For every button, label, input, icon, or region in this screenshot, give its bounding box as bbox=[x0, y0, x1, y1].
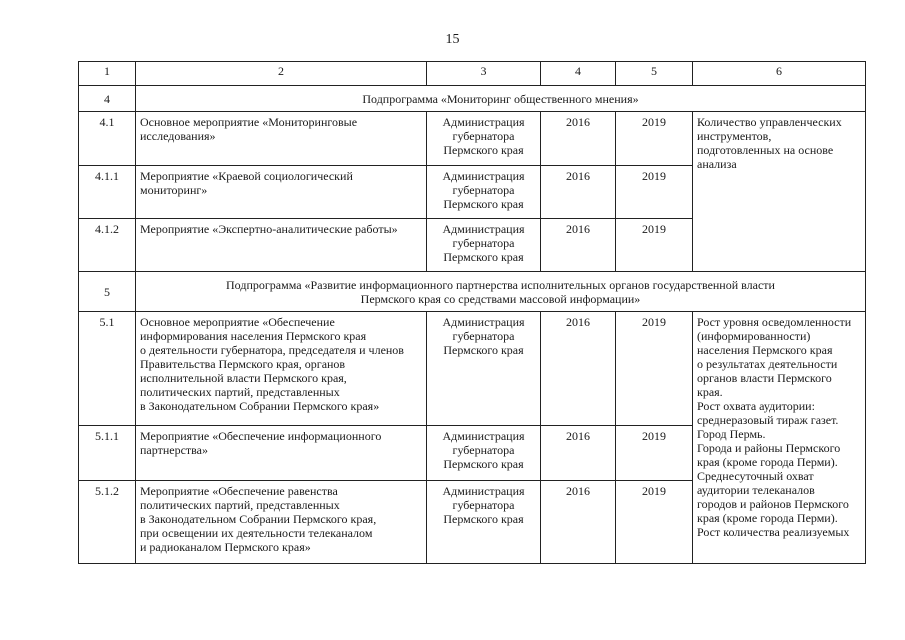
table-row bbox=[79, 112, 866, 166]
row-start-year: 2016 bbox=[541, 166, 616, 219]
row-executor: Администрация губернатора Пермского края bbox=[427, 426, 541, 481]
row-expected-result: Рост уровня осведомленности (информированности) населения Пермского края о результатах деятельности органов власти Пермского края. Рост охвата аудитории: среднеразовый тираж газет. Город Пермь. Города и районы Пермского края (кроме города Перми). Среднесуточный охват аудитории телеканалов городов и районов Пермского края (кроме города Перми). Рост количества реализуемых bbox=[693, 312, 866, 564]
row-start-year: 2016 bbox=[541, 112, 616, 166]
table-row bbox=[79, 312, 866, 426]
row-measure-name: Мероприятие «Обеспечение равенства политических партий, представленных в Законодательном Собрании Пермского края, при освещении их деятельности телеканалом и радиоканалом Пермского края» bbox=[136, 481, 427, 564]
row-end-year: 2019 bbox=[616, 112, 693, 166]
header-row bbox=[79, 62, 866, 86]
subprogram-row bbox=[79, 272, 866, 312]
header-cell-2: 2 bbox=[136, 62, 427, 86]
row-executor: Администрация губернатора Пермского края bbox=[427, 219, 541, 272]
header-cell-5: 5 bbox=[616, 62, 693, 86]
row-code: 5.1 bbox=[79, 312, 136, 426]
subprogram-code: 4 bbox=[79, 86, 136, 112]
subprogram-title: Подпрограмма «Мониторинг общественного мнения» bbox=[136, 86, 866, 112]
row-start-year: 2016 bbox=[541, 312, 616, 426]
row-expected-result: Количество управленческих инструментов, подготовленных на основе анализа bbox=[693, 112, 866, 272]
row-code: 4.1.2 bbox=[79, 219, 136, 272]
header-cell-1: 1 bbox=[79, 62, 136, 86]
row-code: 4.1.1 bbox=[79, 166, 136, 219]
row-measure-name: Мероприятие «Краевой социологический мониторинг» bbox=[136, 166, 427, 219]
row-code: 5.1.2 bbox=[79, 481, 136, 564]
row-measure-name: Основное мероприятие «Обеспечение информирования населения Пермского края о деятельности губернатора, председателя и членов Правительства Пермского края, органов исполнительной власти Пермского края, политических партий, представленных в Законодательном Собрании Пермского края» bbox=[136, 312, 427, 426]
header-cell-6: 6 bbox=[693, 62, 866, 86]
row-measure-name: Основное мероприятие «Мониторинговые исследования» bbox=[136, 112, 427, 166]
header-cell-4: 4 bbox=[541, 62, 616, 86]
subprogram-title: Подпрограмма «Развитие информационного партнерства исполнительных органов государственной власти Пермского края со средствами массовой информации» bbox=[136, 272, 866, 312]
row-end-year: 2019 bbox=[616, 219, 693, 272]
row-executor: Администрация губернатора Пермского края bbox=[427, 481, 541, 564]
row-end-year: 2019 bbox=[616, 426, 693, 481]
subprogram-code: 5 bbox=[79, 272, 136, 312]
header-cell-3: 3 bbox=[427, 62, 541, 86]
page-number: 15 bbox=[445, 32, 460, 47]
row-measure-name: Мероприятие «Обеспечение информационного партнерства» bbox=[136, 426, 427, 481]
subprogram-row bbox=[79, 86, 866, 112]
row-measure-name: Мероприятие «Экспертно-аналитические работы» bbox=[136, 219, 427, 272]
row-code: 4.1 bbox=[79, 112, 136, 166]
row-start-year: 2016 bbox=[541, 219, 616, 272]
row-executor: Администрация губернатора Пермского края bbox=[427, 312, 541, 426]
row-start-year: 2016 bbox=[541, 481, 616, 564]
row-executor: Администрация губернатора Пермского края bbox=[427, 166, 541, 219]
row-end-year: 2019 bbox=[616, 481, 693, 564]
measures-table bbox=[78, 61, 866, 564]
row-end-year: 2019 bbox=[616, 312, 693, 426]
row-executor: Администрация губернатора Пермского края bbox=[427, 112, 541, 166]
row-start-year: 2016 bbox=[541, 426, 616, 481]
row-end-year: 2019 bbox=[616, 166, 693, 219]
row-code: 5.1.1 bbox=[79, 426, 136, 481]
